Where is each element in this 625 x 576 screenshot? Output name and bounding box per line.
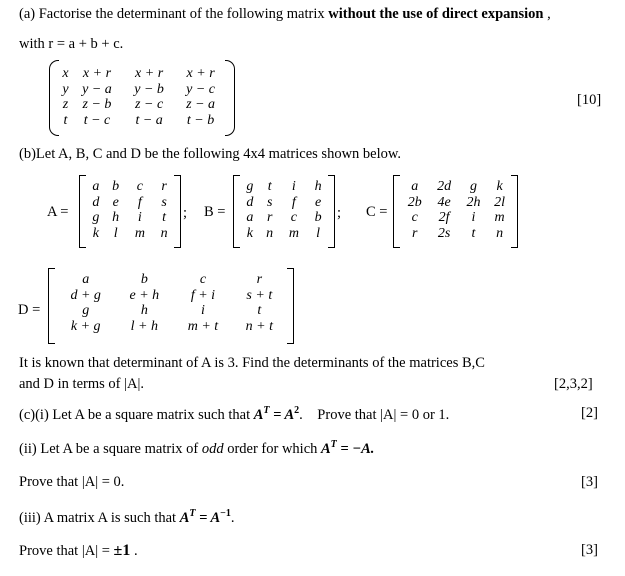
- matrix-cell: c: [290, 210, 297, 225]
- part-a-line1: [19, 6, 551, 23]
- matrix-cell: n: [266, 225, 274, 241]
- part-c-ii-text: (ii) Let A be a square matrix of: [19, 440, 202, 457]
- matrix-cell: 2l: [494, 194, 505, 210]
- matrix-b-cells: [240, 179, 328, 241]
- matrix-row: [56, 319, 286, 335]
- matrix-cell: h: [140, 303, 148, 318]
- matrix-cell: x + r: [135, 66, 164, 81]
- matrix-cell: a: [82, 272, 90, 287]
- matrix-a-label: A =: [47, 204, 69, 220]
- matrix-cell: z − c: [135, 97, 164, 112]
- matrix-row: [60, 97, 226, 113]
- matrix-cell: t − c: [83, 112, 111, 128]
- matrix-cell: x: [62, 66, 69, 81]
- matrix-cell: i: [471, 210, 476, 225]
- matrix-cell: l + h: [130, 318, 158, 334]
- matrix-cell: r: [256, 272, 263, 287]
- matrix-cell: b: [314, 210, 322, 225]
- part-c-iii-sup-inv: −1: [220, 508, 231, 519]
- matrix-cell: i: [137, 210, 142, 225]
- part-c-i-sup-2: 2: [294, 405, 300, 416]
- matrix-cell: y − b: [134, 81, 164, 97]
- matrix-cell: m: [494, 210, 505, 225]
- matrix-cell: t: [267, 179, 272, 194]
- matrix-cell: r: [411, 225, 418, 241]
- part-c-iii-sup-t: T: [189, 508, 196, 519]
- part-b-intro: (b)Let A, B, C and D be the following 4x4 matrices shown below.: [19, 146, 402, 162]
- part-c-iii-eq-rhs: = A: [195, 509, 221, 526]
- matrix-cell: l: [113, 225, 118, 241]
- matrix-cell: y: [62, 81, 69, 97]
- matrix-cell: c: [136, 179, 143, 194]
- matrix-cell: h: [314, 179, 322, 194]
- part-c-i-eq-a: A: [253, 406, 264, 423]
- part-c-iii-marks: [3]: [581, 542, 598, 558]
- part-c-i-eq-rhs: = A: [269, 406, 295, 423]
- matrix-cell: s + t: [246, 287, 273, 303]
- matrix-cell: z − a: [186, 97, 216, 112]
- matrix-cell: n + t: [245, 318, 273, 334]
- part-c-iii-prove-text: Prove that |A| =: [19, 543, 114, 559]
- matrix-b: [233, 175, 335, 248]
- matrix-row: [240, 210, 328, 226]
- matrix-cell: t: [471, 225, 476, 241]
- matrix-cell: n: [160, 225, 168, 241]
- part-c-i-sup-t: T: [263, 405, 270, 416]
- matrix-cell: m + t: [187, 318, 219, 334]
- matrix-cell: d: [246, 194, 254, 210]
- part-a-bold-text: without the use of direct expansion: [328, 6, 544, 22]
- part-c-i-text: (c)(i) Let A be a square matrix such that: [19, 406, 254, 423]
- matrix-cell: k: [92, 225, 99, 241]
- matrix-cell: x + r: [186, 66, 215, 81]
- matrix-cell: k: [246, 225, 253, 241]
- part-c-i: [19, 405, 449, 424]
- matrix-cell: b: [140, 272, 148, 287]
- matrix-cell: e + h: [129, 287, 160, 303]
- matrix-c-cells: [400, 179, 511, 241]
- matrix-cell: t: [63, 112, 68, 128]
- matrix-row: [60, 66, 226, 82]
- matrix-c-label: C =: [366, 204, 388, 220]
- matrix-a: [79, 175, 181, 248]
- matrix-cell: r: [161, 179, 167, 194]
- part-a-line1-end: ,: [543, 6, 551, 22]
- matrix-row: [60, 113, 226, 129]
- matrix-cell: z − b: [82, 97, 112, 112]
- matrix-cell: k + g: [70, 318, 101, 334]
- matrix-cell: f: [291, 194, 296, 210]
- part-c-iii-prove: [19, 542, 138, 560]
- matrix-cell: x + r: [82, 66, 112, 81]
- matrix-row: [56, 288, 286, 304]
- part-b-question-line1: It is known that determinant of A is 3. Find the determinants of the matrices B,C: [19, 355, 485, 371]
- matrix-cell: a: [246, 210, 254, 225]
- part-c-ii-marks: [3]: [581, 474, 598, 490]
- matrix-row: [400, 195, 511, 211]
- matrix-row: [56, 303, 286, 319]
- matrix-cell: s: [161, 194, 167, 210]
- matrix-row: [56, 272, 286, 288]
- matrix-cell: a: [92, 179, 100, 194]
- matrix-row: [240, 226, 328, 242]
- part-c-ii-eq-a: A: [321, 440, 331, 457]
- matrix-cell: e: [314, 194, 322, 210]
- part-b-question-line2: and D in terms of |A|.: [19, 376, 145, 392]
- matrix-d-label: D =: [18, 302, 41, 318]
- matrix-cell: f + i: [190, 287, 216, 303]
- matrix-cell: c: [199, 272, 207, 287]
- matrix-cell: 2h: [466, 194, 481, 210]
- matrix-cell: e: [112, 194, 119, 210]
- matrix-row: [86, 210, 174, 226]
- part-c-iii-prove-end: .: [130, 543, 138, 559]
- matrix-b-label: B =: [204, 204, 226, 220]
- part-c-iii-eq-a: A: [179, 509, 190, 526]
- part-c-ii-sup-t: T: [330, 439, 337, 450]
- matrix-row: [86, 179, 174, 195]
- part-c-ii-odd: odd: [201, 440, 224, 457]
- matrix-cell: 4e: [437, 194, 451, 210]
- part-c-iii-end: .: [230, 509, 235, 526]
- matrix-cell: m: [134, 225, 145, 241]
- matrix-cell: k: [496, 179, 503, 194]
- matrix-cell: 2f: [438, 210, 450, 225]
- matrix-cell: r: [266, 210, 273, 225]
- matrix-cell: y − a: [82, 81, 112, 97]
- part-c-ii: [19, 439, 374, 458]
- part-c-iii-prove-value: ±1: [113, 542, 131, 559]
- matrix-cell: 2b: [407, 194, 422, 210]
- matrix-c: [393, 175, 518, 248]
- part-a-marks: [10]: [577, 92, 602, 108]
- matrix-cell: d: [92, 194, 100, 210]
- matrix-row: [400, 226, 511, 242]
- matrix-a-determinant: [49, 60, 235, 136]
- matrix-cell: t − b: [186, 112, 215, 128]
- matrix-cell: s: [266, 194, 273, 210]
- matrix-cell: 2d: [437, 179, 452, 194]
- matrix-cell: t: [162, 210, 167, 225]
- matrix-cell: h: [112, 210, 120, 225]
- part-a-line1-text: (a) Factorise the determinant of the following matrix: [19, 6, 329, 22]
- part-a-line2: with r = a + b + c.: [19, 36, 124, 52]
- matrix-cell: i: [201, 303, 205, 318]
- matrix-b-separator: ;: [337, 205, 342, 221]
- matrix-a-grid: [60, 66, 226, 128]
- matrix-cell: a: [411, 179, 419, 194]
- matrix-cell: g: [469, 179, 477, 194]
- matrix-cell: t − a: [135, 112, 163, 128]
- part-c-i-prove: . Prove that |A| = 0 or 1.: [299, 406, 450, 423]
- matrix-cell: i: [291, 179, 296, 194]
- matrix-row: [240, 179, 328, 195]
- part-b-marks: [2,3,2]: [554, 376, 593, 392]
- matrix-cell: m: [288, 225, 299, 241]
- matrix-cell: z: [62, 97, 69, 112]
- matrix-cell: 2s: [437, 225, 451, 241]
- matrix-row: [240, 195, 328, 211]
- matrix-row: [60, 82, 226, 98]
- part-c-iii-text: (iii) A matrix A is such that: [19, 509, 180, 526]
- part-c-i-marks: [2]: [581, 405, 598, 421]
- matrix-cell: t: [257, 303, 262, 318]
- matrix-row: [400, 210, 511, 226]
- matrix-row: [86, 226, 174, 242]
- matrix-a-cells: [86, 179, 174, 241]
- matrix-d: [48, 268, 294, 344]
- part-c-ii-text2: order for which: [223, 440, 321, 457]
- matrix-row: [86, 195, 174, 211]
- part-c-ii-prove: Prove that |A| = 0.: [19, 474, 125, 490]
- matrix-row: [400, 179, 511, 195]
- matrix-cell: d + g: [70, 287, 101, 303]
- matrix-cell: g: [92, 210, 100, 225]
- matrix-cell: b: [112, 179, 120, 194]
- matrix-cell: g: [82, 303, 90, 318]
- matrix-a-separator: ;: [183, 205, 188, 221]
- matrix-cell: l: [316, 225, 321, 241]
- part-c-iii: [19, 508, 234, 527]
- matrix-cell: n: [496, 225, 504, 241]
- part-c-ii-eq-rhs: = −A.: [336, 440, 375, 457]
- matrix-cell: y − c: [186, 81, 216, 97]
- matrix-cell: f: [137, 194, 142, 210]
- matrix-cell: g: [246, 179, 254, 194]
- matrix-cell: c: [411, 210, 418, 225]
- matrix-d-cells: [56, 272, 286, 334]
